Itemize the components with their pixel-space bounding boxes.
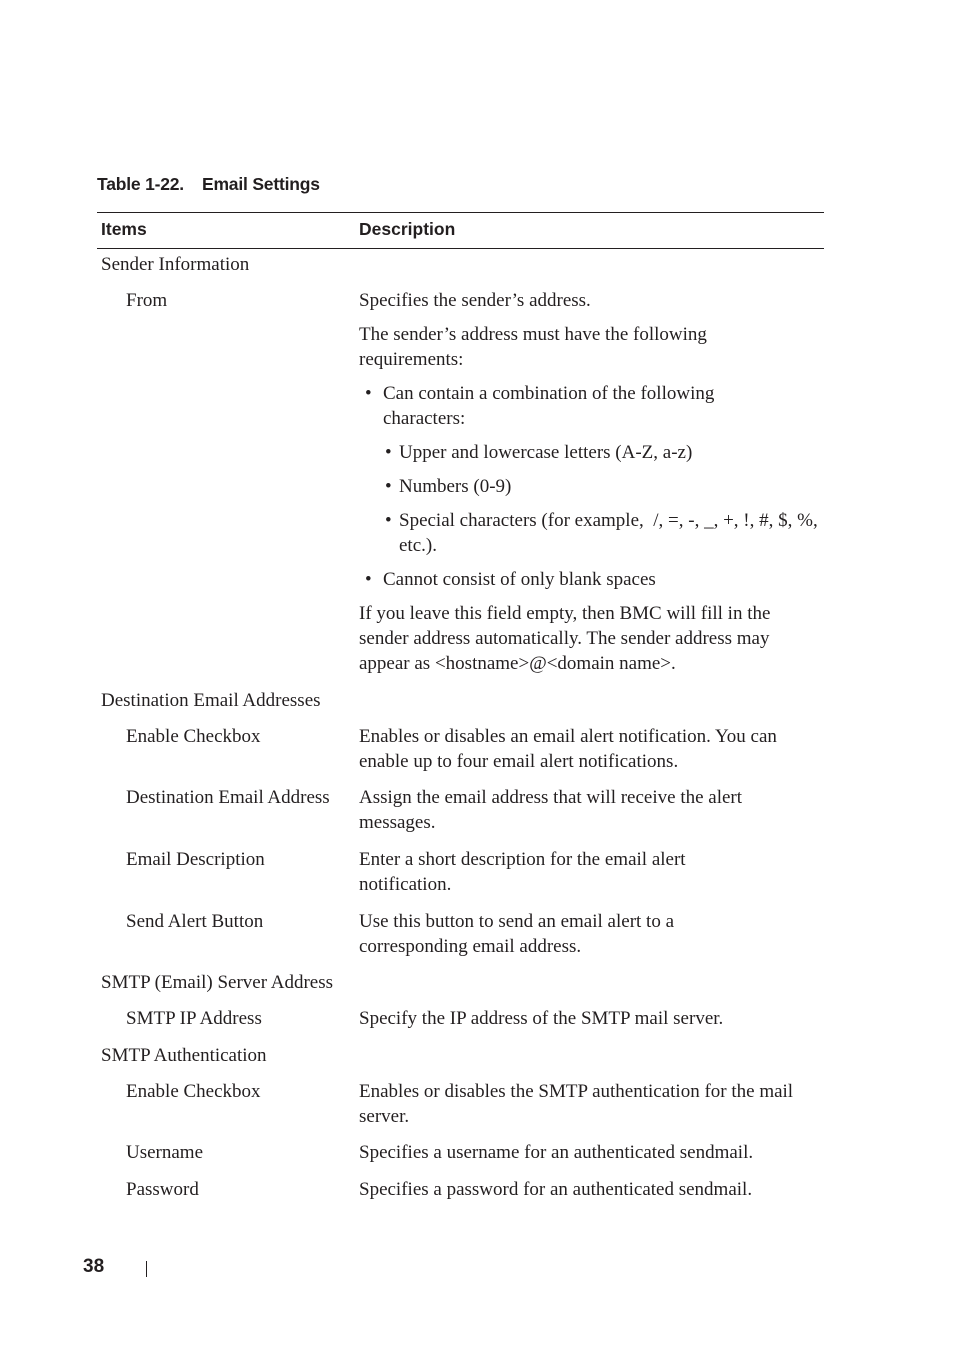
bullet-text: Can contain a combination of the following characters: xyxy=(383,383,715,429)
table-number: Table 1-22. xyxy=(97,174,184,194)
bullet-icon: • xyxy=(365,383,372,404)
table-title: Email Settings xyxy=(201,174,320,194)
desc-from-p1: Specifies the sender’s address. xyxy=(359,290,591,311)
table-caption xyxy=(97,174,320,195)
desc-smtp-ip-address: Specify the IP address of the SMTP mail server. xyxy=(359,1008,724,1029)
header-items: Items xyxy=(101,219,147,239)
sub-bullet-item xyxy=(385,440,825,465)
section-label: SMTP (Email) Server Address xyxy=(101,972,334,993)
item-enable-checkbox: Enable Checkbox xyxy=(126,726,261,747)
bullet-icon: • xyxy=(365,569,372,590)
desc-from-p2: The sender’s address must have the following requirements: xyxy=(359,324,707,370)
table-header-rule xyxy=(97,248,824,249)
desc-auth-enable-checkbox: Enables or disables the SMTP authentication for the mail server. xyxy=(359,1081,794,1127)
bullet-text: Cannot consist of only blank spaces xyxy=(383,569,656,590)
item-smtp-ip-address: SMTP IP Address xyxy=(126,1008,262,1029)
email-settings-table xyxy=(97,212,824,1200)
header-description: Description xyxy=(359,219,456,239)
desc-password: Specifies a password for an authenticated sendmail. xyxy=(359,1179,753,1200)
desc-from-p3: If you leave this field empty, then BMC will fill in the sender address automatically. The sender address may appear as <hostname>@<domain name>. xyxy=(359,603,771,674)
item-email-description: Email Description xyxy=(126,849,265,870)
section-label: SMTP Authentication xyxy=(101,1045,267,1066)
table-header xyxy=(97,213,824,248)
sub-bullet-item xyxy=(385,508,821,558)
bullet-icon: • xyxy=(385,510,392,531)
footer-divider xyxy=(146,1261,147,1277)
item-send-alert-button: Send Alert Button xyxy=(126,911,264,932)
bullet-icon: • xyxy=(385,442,392,463)
section-label: Sender Information xyxy=(101,254,250,275)
sub-bullet-item xyxy=(385,474,825,499)
desc-username: Specifies a username for an authenticated sendmail. xyxy=(359,1142,754,1163)
bullet-list-item xyxy=(365,381,765,431)
bullet-list-item xyxy=(365,567,805,592)
item-password: Password xyxy=(126,1179,199,1200)
item-username: Username xyxy=(126,1142,204,1163)
bullet-text: Numbers (0-9) xyxy=(399,476,512,497)
bullet-text: Upper and lowercase letters (A-Z, a-z) xyxy=(399,442,693,463)
item-auth-enable-checkbox: Enable Checkbox xyxy=(126,1081,261,1102)
bullet-text: Special characters (for example, /, =, -, _, +, !, #, $, %, etc.). xyxy=(399,510,823,556)
page-number: 38 xyxy=(83,1256,105,1277)
item-destination-email-address: Destination Email Address xyxy=(126,787,330,808)
bullet-icon: • xyxy=(385,476,392,497)
item-from: From xyxy=(126,290,168,311)
desc-email-description: Enter a short description for the email alert notification. xyxy=(359,849,686,895)
desc-destination-email-address: Assign the email address that will receive the alert messages. xyxy=(359,787,743,833)
desc-enable-checkbox: Enables or disables an email alert notification. You can enable up to four email alert notifications. xyxy=(359,726,777,772)
desc-send-alert-button: Use this button to send an email alert to a corresponding email address. xyxy=(359,911,675,957)
section-label: Destination Email Addresses xyxy=(101,690,321,711)
